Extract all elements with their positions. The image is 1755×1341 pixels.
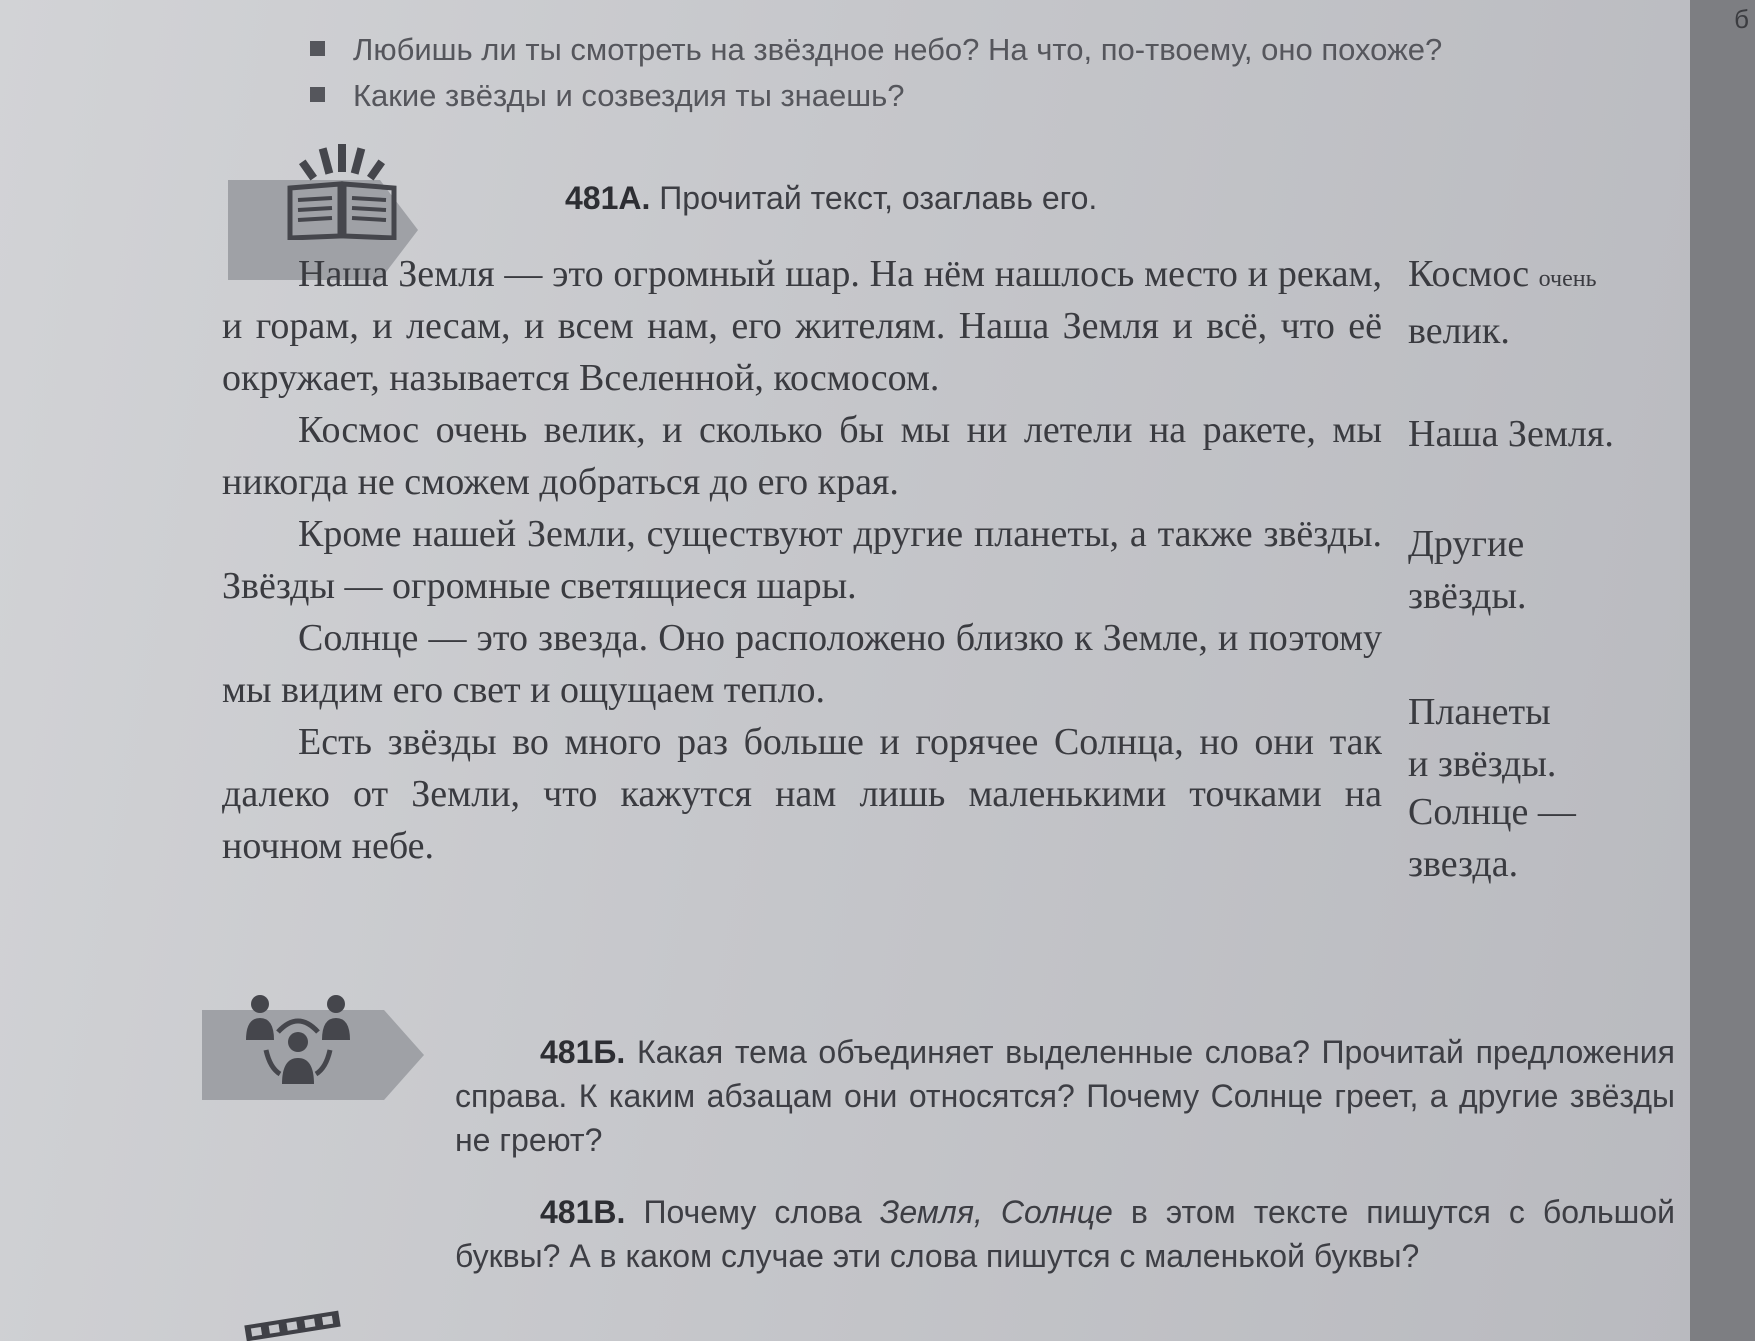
task-text: в этом тексте пишутся с большой буквы? А в каком случае эти слова пишутся с маленькой буквы? <box>455 1194 1676 1274</box>
side-sentence-text: Солнце — <box>1408 791 1576 833</box>
side-sentence <box>1408 518 1527 622</box>
side-sentence <box>1408 248 1597 357</box>
group-work-icon <box>238 988 358 1088</box>
task-481c <box>455 1190 1675 1278</box>
side-sentence-text: Другие <box>1408 523 1525 565</box>
bullet-square-icon <box>310 87 325 102</box>
task-481a-heading <box>565 180 1097 217</box>
side-sentence-text: велик. <box>1408 310 1510 352</box>
side-sentence-text: Космос <box>1408 253 1530 295</box>
side-sentence-text: звёзды. <box>1408 575 1527 617</box>
side-sentence <box>1408 686 1556 790</box>
task-number: 481Б. <box>540 1034 626 1070</box>
task-instruction: Прочитай текст, озаглавь его. <box>659 180 1098 216</box>
task-481b <box>455 1030 1675 1162</box>
bullet-square-icon <box>310 41 325 56</box>
text-paragraph: Солнце — это звезда. Оно расположено близко к Земле, и поэтому мы видим его свет и ощущаем тепло. <box>222 617 1382 711</box>
task-italic-words: Земля, Солнце <box>879 1194 1113 1230</box>
question-text: Любишь ли ты смотреть на звёздное небо? На что, по-твоему, оно похоже? <box>353 32 1443 67</box>
question-item <box>310 78 905 114</box>
question-text: Какие звёзды и созвездия ты знаешь? <box>353 78 905 113</box>
side-sentence-text: Наша Земля. <box>1408 413 1614 455</box>
side-sentence <box>1408 786 1576 890</box>
task-text: Какая тема объединяет выделенные слова? Прочитай предложения справа. К каким абзацам они относятся? Почему Солнце греет, а другие звёзды не греют? <box>455 1034 1676 1158</box>
side-sentence-text: Планеты <box>1408 691 1551 733</box>
filmstrip-icon <box>244 1311 340 1341</box>
page-edge <box>1690 0 1755 1341</box>
task-number: 481В. <box>540 1194 626 1230</box>
side-sentence-text: звезда. <box>1408 843 1519 885</box>
text-paragraph: Космос очень велик, и сколько бы мы ни летели на ракете, мы никогда не сможем добраться до его края. <box>222 409 1382 503</box>
text-paragraph: Кроме нашей Земли, существуют другие планеты, а также звёзды. Звёзды — огромные светящиеся шары. <box>222 513 1382 607</box>
text-paragraph: Есть звёзды во много раз больше и горячее Солнца, но они так далеко от Земли, что кажутся нам лишь маленькими точками на ночном небе. <box>222 721 1382 867</box>
side-sentence-text: очень <box>1538 266 1597 292</box>
task-text: Почему слова <box>643 1194 880 1230</box>
question-item <box>310 32 1442 68</box>
reading-text <box>222 248 1382 872</box>
side-sentence <box>1408 408 1614 460</box>
side-sentence-text: и звёзды. <box>1408 743 1557 785</box>
page-edge-mark: б <box>1734 4 1749 34</box>
task-number: 481А. <box>565 180 651 216</box>
text-paragraph: Наша Земля — это огромный шар. На нём нашлось место и рекам, и горам, и лесам, и всем нам, его жителям. Наша Земля и всё, что её окружает, называется Вселенной, космосом. <box>222 253 1382 399</box>
open-book-icon <box>282 140 402 240</box>
